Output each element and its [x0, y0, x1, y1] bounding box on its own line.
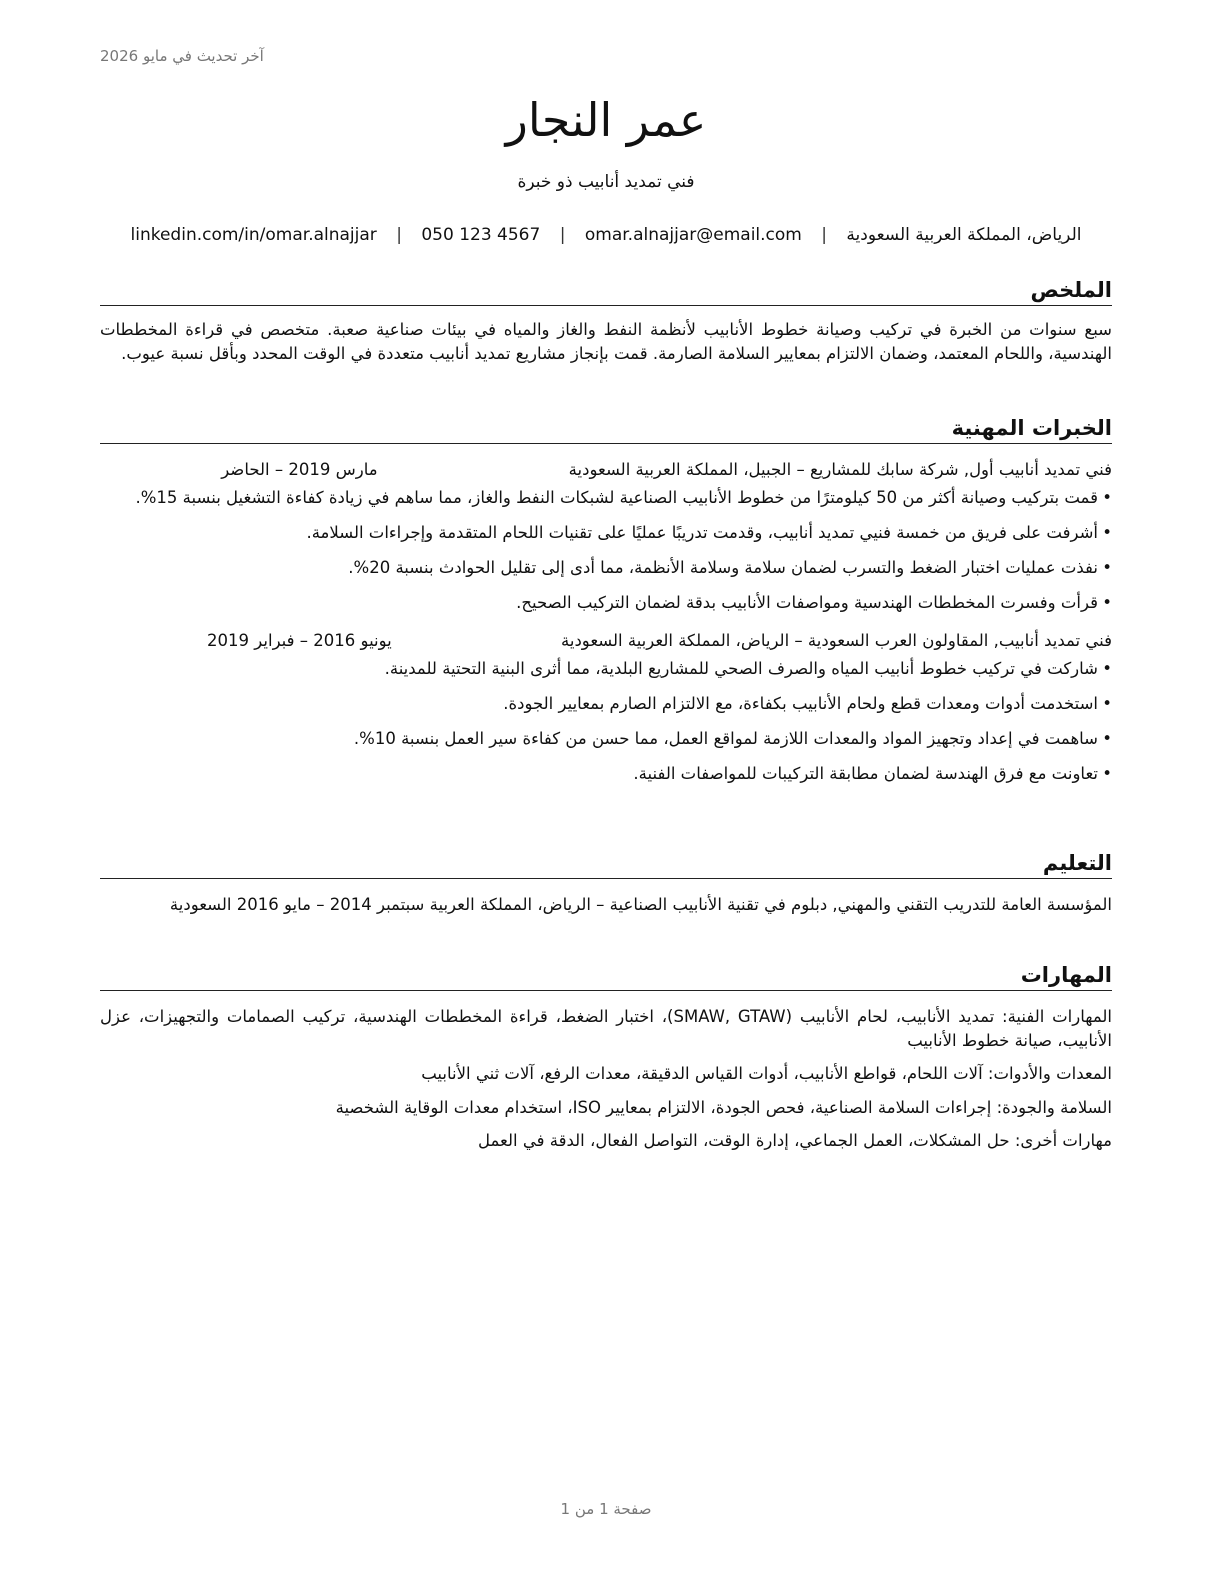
job-header — [100, 458, 1112, 482]
contact-linkedin[interactable]: linkedin.com/in/omar.alnajjar — [130, 225, 377, 245]
bullet-text: تعاونت مع فرق الهندسة لضمان مطابقة التركيبات للمواصفات الفنية. — [633, 763, 1098, 783]
bullet-text: شاركت في تركيب خطوط أنابيب المياه والصرف الصحي للمشاريع البلدية، مما أثرى البنية التحتية للمدينة. — [384, 658, 1098, 678]
bullet-text: قمت بتركيب وصيانة أكثر من 50 كيلومترًا من خطوط الأنابيب الصناعية لشبكات النفط والغاز، مما ساهم في زيادة كفاءة التشغيل بنسبة 15%. — [135, 488, 1098, 507]
job-bullet — [100, 486, 1112, 510]
contact-email[interactable]: omar.alnajjar@email.com — [584, 225, 802, 245]
bullet-marker: • — [1102, 693, 1112, 713]
bullet-marker: • — [1102, 763, 1112, 783]
skills-title: المهارات — [100, 961, 1112, 991]
bullet-marker: • — [1102, 658, 1112, 678]
bullet-marker: • — [1102, 523, 1112, 542]
contact-separator: | — [821, 225, 827, 245]
job-title: فني تمديد أنابيب أول, شركة سابك للمشاريع – الجبيل، المملكة العربية السعودية — [568, 460, 1112, 479]
education-section — [100, 849, 1112, 917]
job-bullet — [100, 556, 1112, 580]
skills-section — [100, 961, 1112, 1153]
job-entry — [100, 458, 1112, 615]
job-bullet — [100, 657, 1112, 681]
skill-line: السلامة والجودة: إجراءات السلامة الصناعية، فحص الجودة، الالتزام بمعايير ISO، استخدام معدات الوقاية الشخصية — [335, 1097, 1112, 1117]
bullet-text: أشرفت على فريق من خمسة فنيي تمديد أنابيب، وقدمت تدريبًا عمليًا على تقنيات اللحام المتقدمة وإجراءات السلامة. — [306, 523, 1098, 542]
bullet-marker: • — [1102, 593, 1112, 612]
bullet-text: استخدمت أدوات ومعدات قطع ولحام الأنابيب بكفاءة، مع الالتزام الصارم بمعايير الجودة. — [503, 693, 1098, 713]
job-entry — [100, 629, 1112, 786]
job-bullet — [100, 521, 1112, 545]
candidate-headline: فني تمديد أنابيب ذو خبرة — [517, 172, 695, 192]
skill-line: مهارات أخرى: حل المشكلات، العمل الجماعي، إدارة الوقت، التواصل الفعال، الدقة في العمل — [478, 1131, 1112, 1150]
contact-separator: | — [559, 225, 566, 245]
job-bullet — [100, 692, 1112, 716]
bullet-marker: • — [1102, 558, 1112, 577]
candidate-name: عمر النجار — [505, 93, 707, 147]
job-bullets — [100, 486, 1112, 615]
job-bullet — [100, 762, 1112, 786]
last-updated-note: آخر تحديث في مايو 2026 — [100, 47, 264, 65]
bullet-marker: • — [1102, 488, 1112, 507]
skill-line: المعدات والأدوات: آلات اللحام، قواطع الأنابيب، أدوات القياس الدقيقة، معدات الرفع، آلات ثني الأنابيب — [421, 1064, 1112, 1083]
job-header — [100, 629, 1112, 653]
bullet-marker: • — [1102, 728, 1112, 748]
experience-section — [100, 414, 1112, 797]
summary-title: الملخص — [100, 276, 1112, 306]
skill-line: المهارات الفنية: تمديد الأنابيب، لحام الأنابيب (SMAW, GTAW)، اختبار الضغط، قراءة المخططات الهندسية، تركيب الصمامات والتجهيزات، عزل الأنابيب، صيانة خطوط الأنابيب — [100, 1007, 1112, 1050]
job-bullets — [100, 657, 1112, 786]
contact-location: الرياض، المملكة العربية السعودية — [846, 225, 1082, 245]
summary-section — [100, 276, 1112, 365]
contact-separator: | — [396, 225, 402, 245]
summary-text: سبع سنوات من الخبرة في تركيب وصيانة خطوط الأنابيب لأنظمة النفط والغاز والمياه في بيئات صناعية صعبة. متخصص في قراءة المخططات الهندسية، واللحام المعتمد، وضمان الالتزام بمعايير السلامة الصارمة. قمت بإنجاز مشاريع تمديد أنابيب متعددة في الوقت المحدد وبأقل نسبة عيوب. — [100, 320, 1112, 363]
resume-page — [100, 0, 1112, 1584]
job-bullet — [100, 727, 1112, 751]
bullet-text: قرأت وفسرت المخططات الهندسية ومواصفات الأنابيب بدقة لضمان التركيب الصحيح. — [516, 593, 1098, 612]
contact-phone[interactable]: 050 123 4567 — [421, 225, 541, 245]
education-text: المؤسسة العامة للتدريب التقني والمهني, دبلوم في تقنية الأنابيب الصناعية – الرياض، المملكة العربية سبتمبر 2014 – مايو 2016 السعودية — [169, 895, 1112, 914]
job-dates: مارس 2019 – الحاضر — [221, 460, 378, 479]
page-number: صفحة 1 من 1 — [560, 1500, 652, 1518]
contact-line — [100, 222, 1112, 248]
education-title: التعليم — [100, 849, 1112, 879]
experience-title: الخبرات المهنية — [100, 414, 1112, 444]
bullet-text: نفذت عمليات اختبار الضغط والتسرب لضمان سلامة وسلامة الأنظمة، مما أدى إلى تقليل الحوادث بنسبة 20%. — [348, 558, 1098, 577]
job-dates: يونيو 2016 – فبراير 2019 — [207, 630, 392, 650]
bullet-text: ساهمت في إعداد وتجهيز المواد والمعدات اللازمة لمواقع العمل، مما حسن من كفاءة سير العمل بنسبة 10%. — [353, 728, 1098, 748]
job-title: فني تمديد أنابيب, المقاولون العرب السعودية – الرياض، المملكة العربية السعودية — [561, 630, 1112, 650]
job-bullet — [100, 591, 1112, 615]
